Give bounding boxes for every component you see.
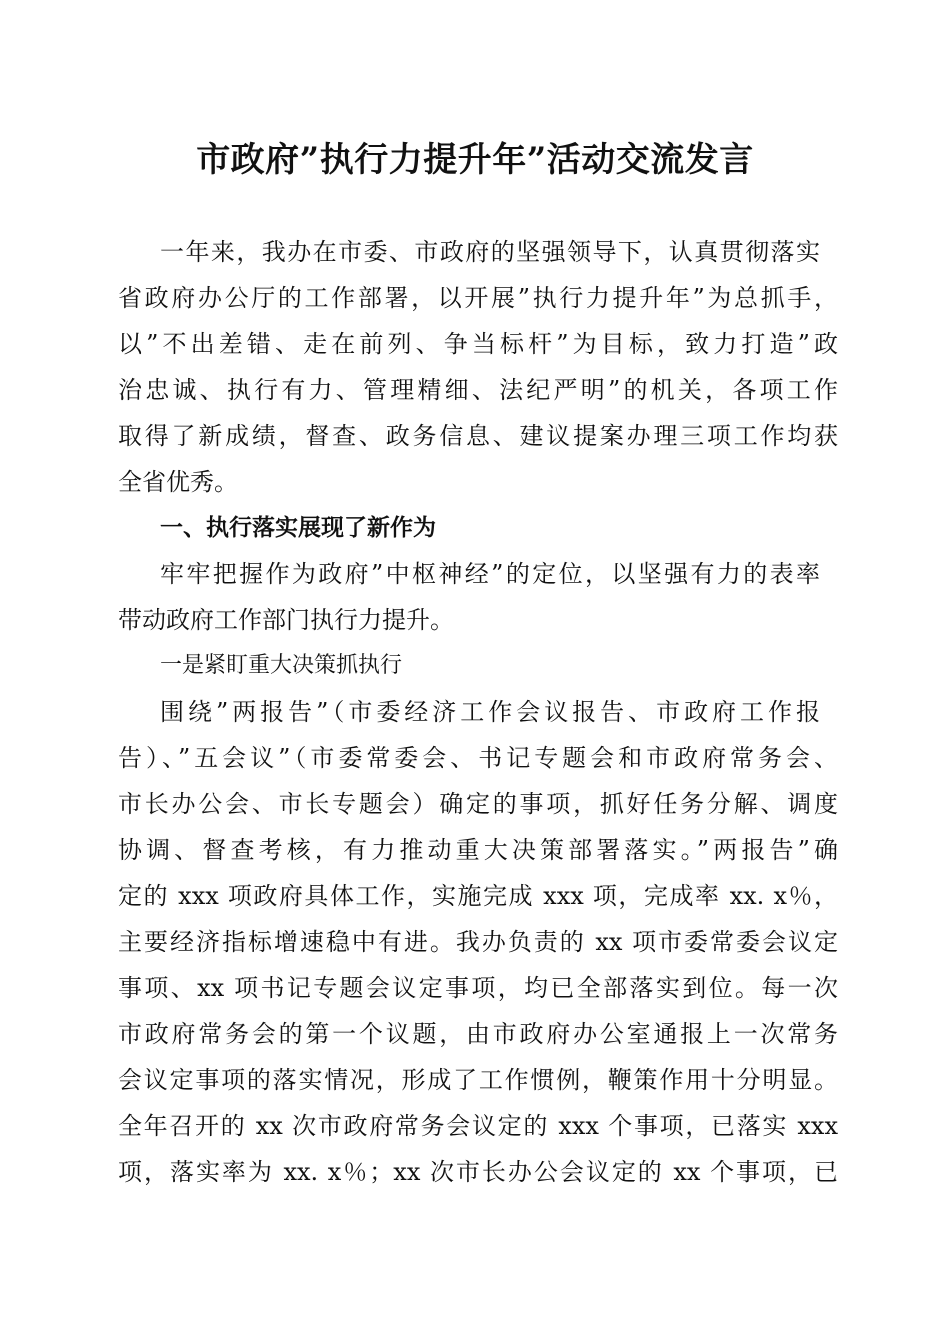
body-line: 协调、督查考核，有力推动重大决策部署落实。”两报告”确 [118, 836, 838, 864]
body-line: 全年召开的 xx 次市政府常务会议定的 xxx 个事项，已落实 xxx [118, 1112, 838, 1140]
section-line: 带动政府工作部门执行力提升。 [118, 606, 454, 634]
document-title: 市政府”执行力提升年”活动交流发言 [196, 140, 754, 180]
body-line: 项，落实率为 xx. x％；xx 次市长办公会议定的 xx 个事项，已 [118, 1158, 838, 1186]
intro-line: 省政府办公厅的工作部署，以开展”执行力提升年”为总抓手， [118, 284, 838, 312]
intro-line: 治忠诚、执行有力、管理精细、法纪严明”的机关，各项工作 [118, 376, 838, 404]
body-line: 市政府常务会的第一个议题，由市政府办公室通报上一次常务 [118, 1020, 838, 1048]
body-line: 市长办公会、市长专题会）确定的事项，抓好任务分解、调度 [118, 790, 838, 818]
body-line: 主要经济指标增速稳中有进。我办负责的 xx 项市委常委会议定 [118, 928, 838, 956]
body-line: 告）、”五会议”（市委常委会、书记专题会和市政府常务会、 [118, 744, 838, 772]
section-line: 牢牢把握作为政府”中枢神经”的定位，以坚强有力的表率 [160, 560, 820, 588]
subsection-heading: 一是紧盯重大决策抓执行 [160, 653, 403, 678]
intro-line: 取得了新成绩，督查、政务信息、建议提案办理三项工作均获 [118, 422, 838, 450]
intro-line: 以”不出差错、走在前列、争当标杆”为目标，致力打造”政 [118, 330, 838, 358]
intro-line: 全省优秀。 [118, 468, 238, 496]
section-heading: 一、执行落实展现了新作为 [160, 515, 436, 541]
intro-line: 一年来，我办在市委、市政府的坚强领导下，认真贯彻落实 [160, 238, 820, 266]
body-line: 会议定事项的落实情况，形成了工作惯例，鞭策作用十分明显。 [118, 1066, 838, 1094]
body-line: 事项、xx 项书记专题会议定事项，均已全部落实到位。每一次 [118, 974, 838, 1002]
body-line: 围绕”两报告”（市委经济工作会议报告、市政府工作报 [160, 698, 820, 726]
body-line: 定的 xxx 项政府具体工作，实施完成 xxx 项，完成率 xx. x％， [118, 882, 838, 910]
